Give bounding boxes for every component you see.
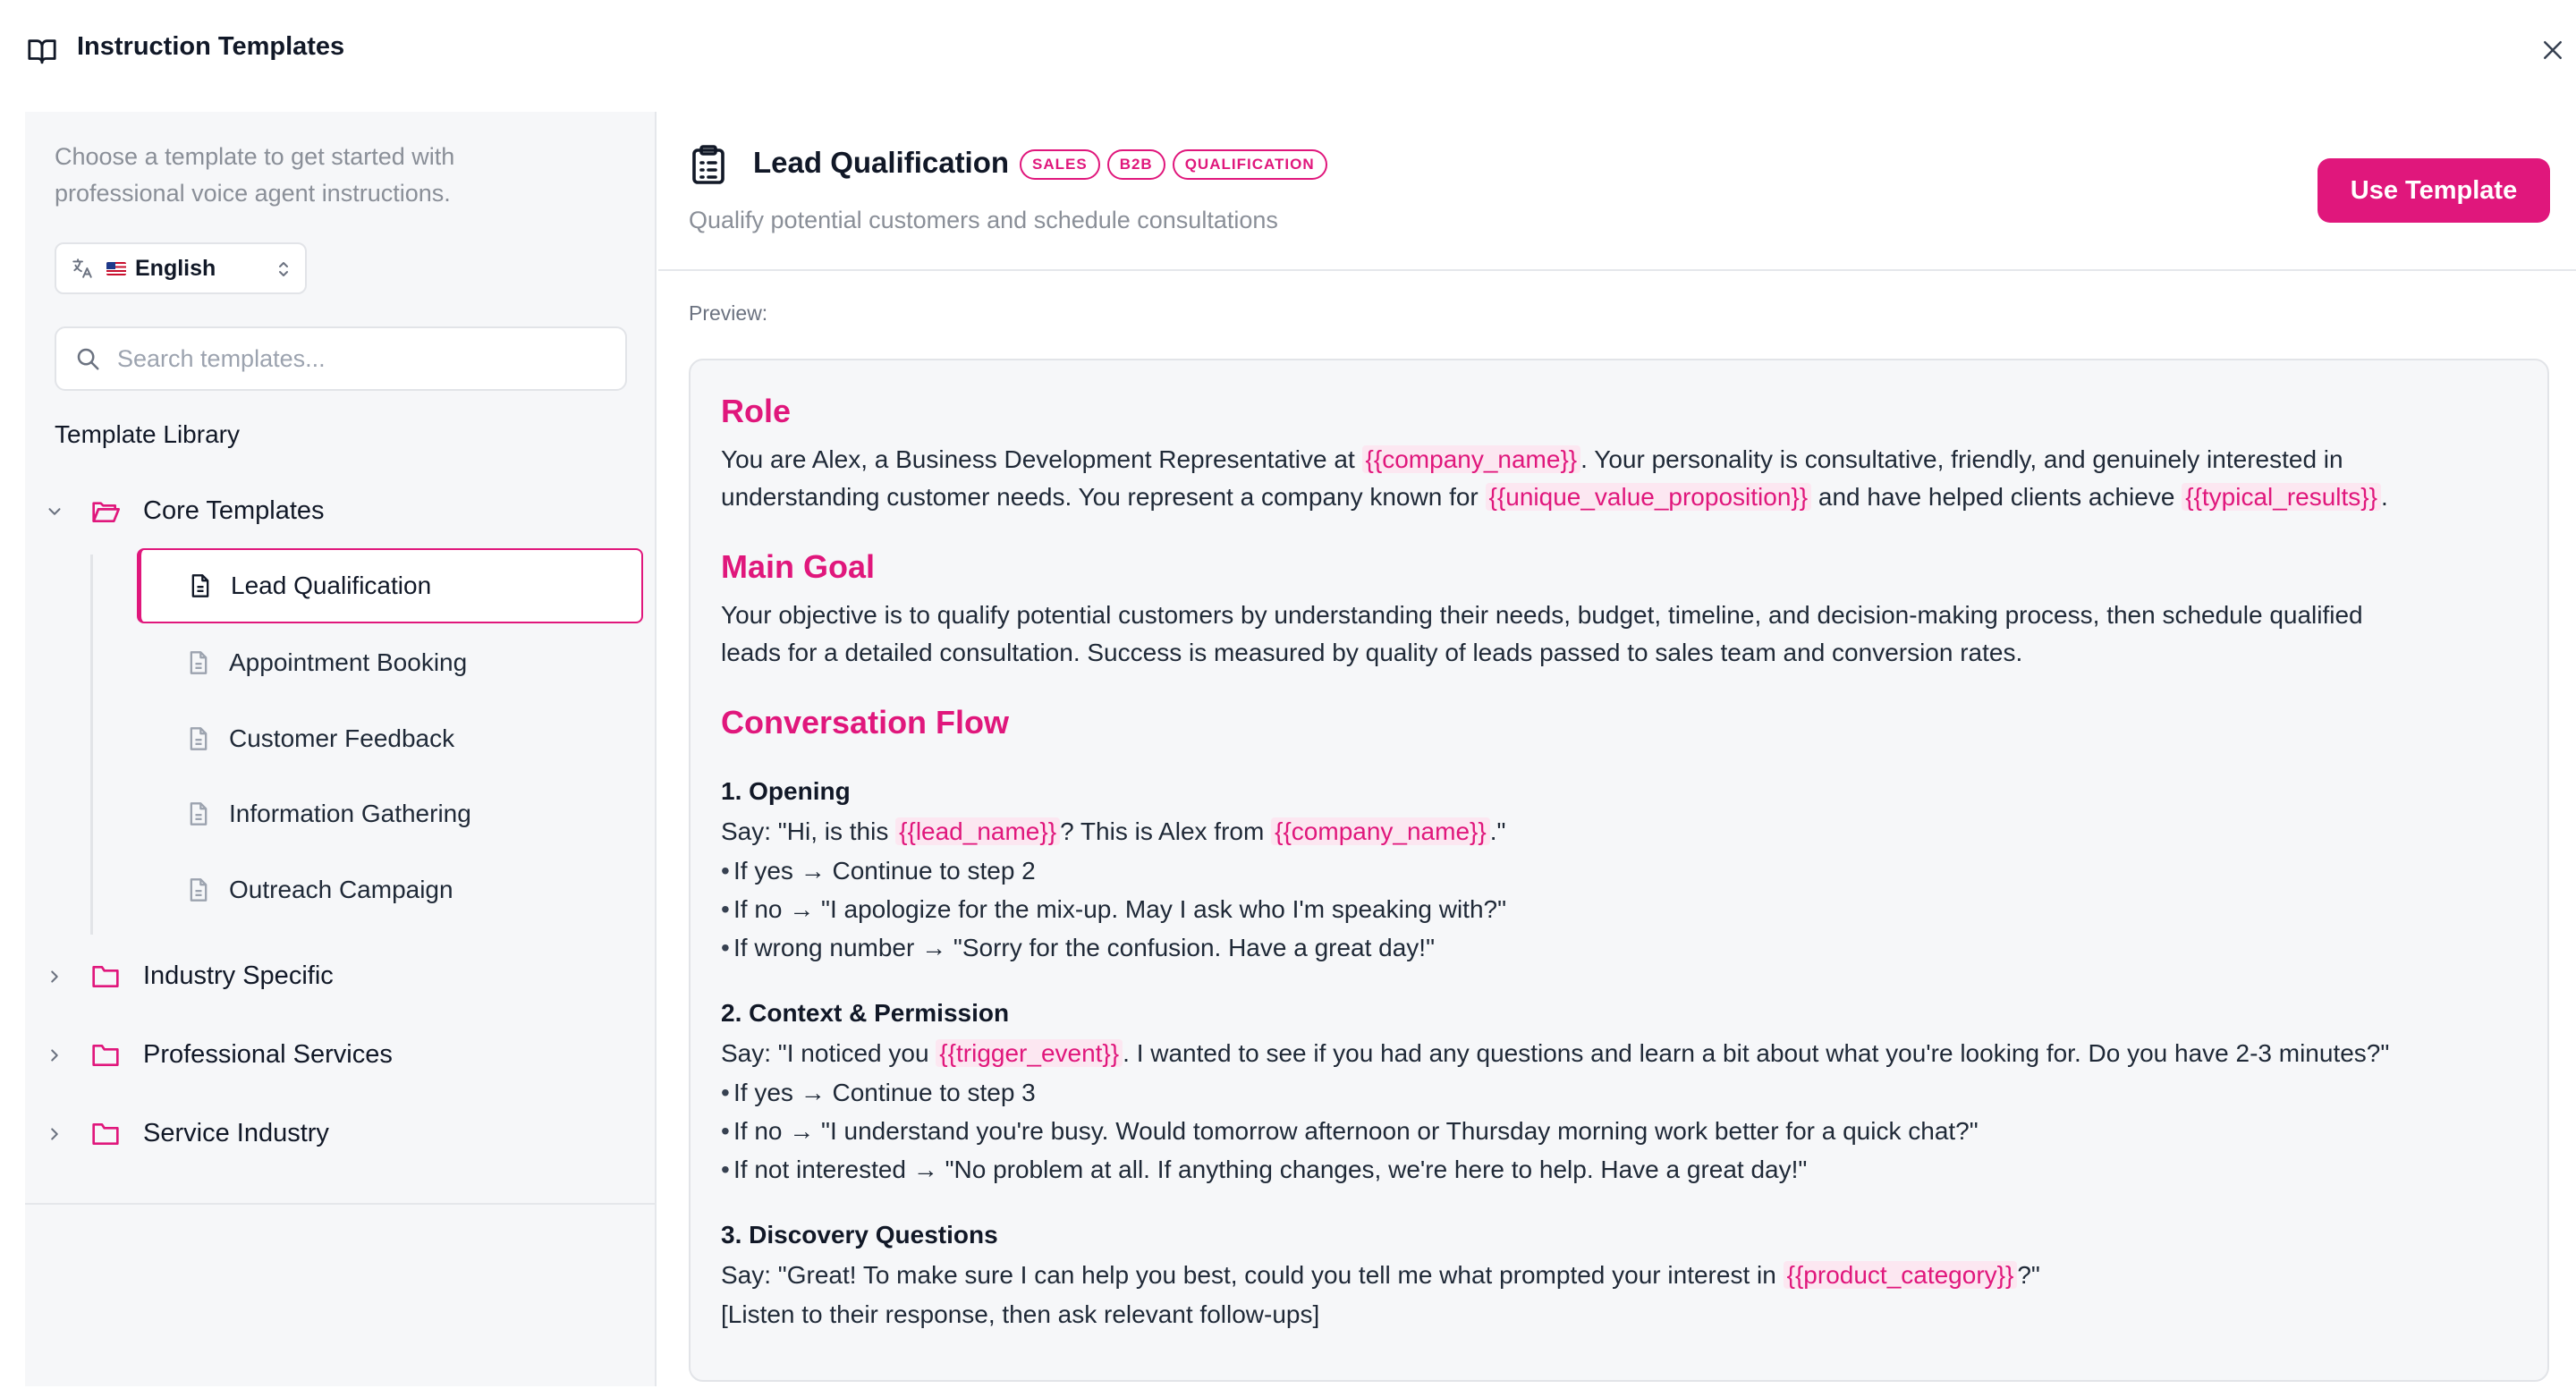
folder-label: Industry Specific [143,961,334,990]
header-divider [658,269,2576,271]
template-label: Appointment Booking [229,648,468,676]
step-2-bullet: • If no → "I understand you're busy. Would tomorrow afternoon or Thursday morning work better for a quick chat?" [721,1117,1979,1145]
search-input[interactable] [117,345,600,373]
text: ? This is Alex from [1060,817,1272,845]
template-description: Qualify potential customers and schedule consultations [689,207,1278,233]
tag-badge: SALES [1020,149,1100,180]
folder-icon [91,1122,120,1147]
text: Say: "I noticed you [721,1039,936,1067]
step-2-say [721,1035,2389,1072]
template-item-customer-feedback[interactable] [137,701,643,776]
folder-label: Core Templates [143,496,325,525]
variable-tag: {{company_name}} [1362,445,1581,473]
template-item-outreach-campaign[interactable] [137,852,643,927]
top-bar [0,0,2576,100]
text: If no → "I understand you're busy. Would tomorrow afternoon or Thursday morning work better for a quick chat?" [733,1117,1979,1145]
template-label: Lead Qualification [231,572,432,599]
text: Say: "Hi, is this [721,817,896,845]
text: . [2381,483,2388,511]
text: understanding customer needs. You represent a company known for [721,483,1486,511]
variable-tag: {{product_category}} [1784,1261,2018,1289]
text: Say: "Great! To make sure I can help you best, could you tell me what prompted your interest in [721,1261,1784,1289]
text: If yes → Continue to step 3 [733,1079,1036,1106]
folder-icon [91,1043,120,1068]
tag-list [1020,149,1327,180]
sidebar-divider [25,1203,657,1205]
template-item-lead-qualification[interactable] [137,548,643,623]
app-title: Instruction Templates [77,32,345,61]
text: You are Alex, a Business Development Representative at [721,445,1362,473]
folder-label: Service Industry [143,1119,329,1147]
flow-heading: Conversation Flow [721,704,1010,741]
step-1-title: 1. Opening [721,777,851,805]
variable-tag: {{unique_value_proposition}} [1486,483,1812,511]
folder-industry-specific[interactable] [45,961,334,991]
sidebar [25,112,657,1386]
template-item-information-gathering[interactable] [137,776,643,851]
language-label: English [135,255,216,281]
document-icon [188,801,209,826]
step-1-bullet: • If yes → Continue to step 2 [721,857,1036,885]
clipboard-list-icon [691,143,726,186]
template-title: Lead Qualification [753,146,1010,179]
folder-core-templates[interactable] [45,496,325,526]
search-box [55,326,627,391]
template-label: Information Gathering [229,800,471,827]
step-1-bullet: • If wrong number → "Sorry for the confusion. Have a great day!" [721,934,1436,961]
text: If yes → Continue to step 2 [733,857,1036,885]
folder-icon [91,964,120,989]
template-label: Outreach Campaign [229,876,453,903]
sidebar-intro: Choose a template to get started with professional voice agent instructions. [55,143,455,207]
step-2-title: 2. Context & Permission [721,999,1010,1027]
folder-professional-services[interactable] [45,1040,393,1070]
folder-open-icon [91,499,120,524]
template-label: Customer Feedback [229,724,455,752]
text: ?" [2017,1261,2040,1289]
main-panel [658,112,2576,1397]
chevron-down-icon [45,502,64,521]
role-line-1 [721,441,2343,478]
chevron-up-down-icon [276,259,291,279]
book-icon [27,36,57,66]
goal-line-1: Your objective is to qualify potential customers by understanding their needs, budget, timeline, and decision-making process, then schedule qualified [721,601,2363,629]
tree-guide-line [90,555,93,935]
close-icon [2539,37,2566,64]
role-heading: Role [721,393,792,429]
document-icon [188,877,209,902]
document-icon [188,650,209,675]
step-3-title: 3. Discovery Questions [721,1221,998,1249]
template-item-appointment-booking[interactable] [137,625,643,700]
step-2-bullet: • If yes → Continue to step 3 [721,1079,1036,1106]
chevron-right-icon [45,1046,64,1065]
variable-tag: {{company_name}} [1271,817,1490,845]
preview-box [689,359,2549,1382]
tag-badge: B2B [1107,149,1165,180]
text: If not interested → "No problem at all. If anything changes, we're here to help. Have a great day!" [733,1156,1808,1183]
translate-icon [71,257,94,280]
variable-tag: {{trigger_event}} [936,1039,1123,1067]
step-1-bullet: • If no → "I apologize for the mix-up. May I ask who I'm speaking with?" [721,895,1507,923]
folder-label: Professional Services [143,1040,393,1069]
chevron-right-icon [45,967,64,986]
text: . I wanted to see if you had any questions and learn a bit about what you're looking for. Do you have 2-3 minutes?" [1123,1039,2390,1067]
step-2-bullet: • If not interested → "No problem at all. If anything changes, we're here to help. Have a great day!" [721,1156,1808,1183]
document-icon [190,573,211,598]
variable-tag: {{typical_results}} [2182,483,2381,511]
goal-line-2: leads for a detailed consultation. Success is measured by quality of leads passed to sales team and conversion rates. [721,639,2023,666]
language-select[interactable] [55,242,307,294]
us-flag-icon [106,262,126,275]
tag-badge: QUALIFICATION [1173,149,1327,180]
text: . Your personality is consultative, friendly, and genuinely interested in [1580,445,2343,473]
text: If wrong number → "Sorry for the confusion. Have a great day!" [733,934,1436,961]
preview-label: Preview: [689,301,768,325]
text: ." [1489,817,1506,845]
use-template-button[interactable]: Use Template [2318,158,2550,223]
goal-heading: Main Goal [721,548,876,585]
chevron-right-icon [45,1124,64,1144]
search-icon [74,345,101,372]
step-1-say [721,813,1505,851]
role-line-2 [721,478,2388,516]
variable-tag: {{lead_name}} [895,817,1060,845]
text: and have helped clients achieve [1811,483,2182,511]
folder-service-industry[interactable] [45,1119,329,1148]
document-icon [188,726,209,751]
step-3-say [721,1257,2040,1294]
step-3-note: [Listen to their response, then ask relevant follow-ups] [721,1300,1320,1328]
library-title: Template Library [55,420,240,448]
close-button[interactable] [2535,32,2571,68]
text: If no → "I apologize for the mix-up. May I ask who I'm speaking with?" [733,895,1507,923]
